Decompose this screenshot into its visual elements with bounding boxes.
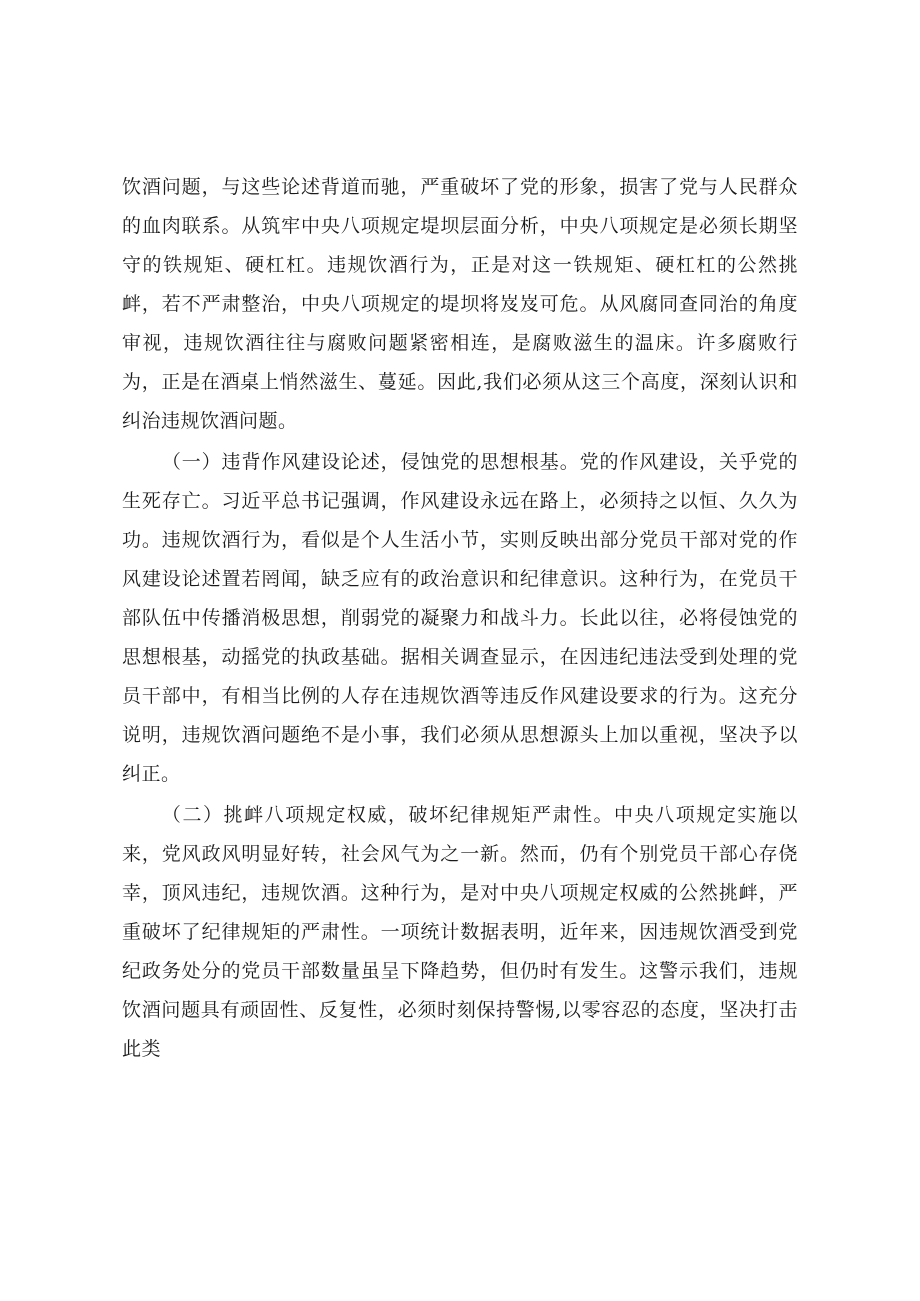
document-page xyxy=(122,168,798,1069)
paragraph-section-2: （二）挑衅八项规定权威，破坏纪律规矩严肃性。中央八项规定实施以来，党风政风明显好转，社会风气为之一新。然而，仍有个别党员干部心存侥幸，顶风违纪，违规饮酒。这种行为，是对中央八项规定权威的公然挑衅，严重破坏了纪律规矩的严肃性。一项统计数据表明，近年来，因违规饮酒受到党纪政务处分的党员干部数量虽呈下降趋势，但仍时有发生。这警示我们，违规饮酒问题具有顽固性、反复性，必须时刻保持警惕,以零容忍的态度，坚决打击此类 xyxy=(122,804,798,1060)
paragraph-section-1: （一）违背作风建设论述，侵蚀党的思想根基。党的作风建设，关乎党的生死存亡。习近平总书记强调，作风建设永远在路上，必须持之以恒、久久为功。违规饮酒行为，看似是个人生活小节，实则反映出部分党员干部对党的作风建设论述置若罔闻，缺乏应有的政治意识和纪律意识。这种行为，在党员干部队伍中传播消极思想，削弱党的凝聚力和战斗力。长此以往，必将侵蚀党的思想根基，动摇党的执政基础。据相关调查显示，在因违纪违法受到处理的党员干部中，有相当比例的人存在违规饮酒等违反作风建设要求的行为。这充分说明，违规饮酒问题绝不是小事，我们必须从思想源头上加以重视，坚决予以纠正。 xyxy=(122,451,798,785)
paragraph-intro-continuation: 饮酒问题，与这些论述背道而驰，严重破坏了党的形象，损害了党与人民群众的血肉联系。从筑牢中央八项规定堤坝层面分析，中央八项规定是必须长期坚守的铁规矩、硬杠杠。违规饮酒行为，正是对这一铁规矩、硬杠杠的公然挑衅，若不严肃整治，中央八项规定的堤坝将岌岌可危。从风腐同查同治的角度审视，违规饮酒往往与腐败问题紧密相连，是腐败滋生的温床。许多腐败行为，正是在酒桌上悄然滋生、蔓延。因此,我们必须从这三个高度，深刻认识和纠治违规饮酒问题。 xyxy=(122,176,798,432)
